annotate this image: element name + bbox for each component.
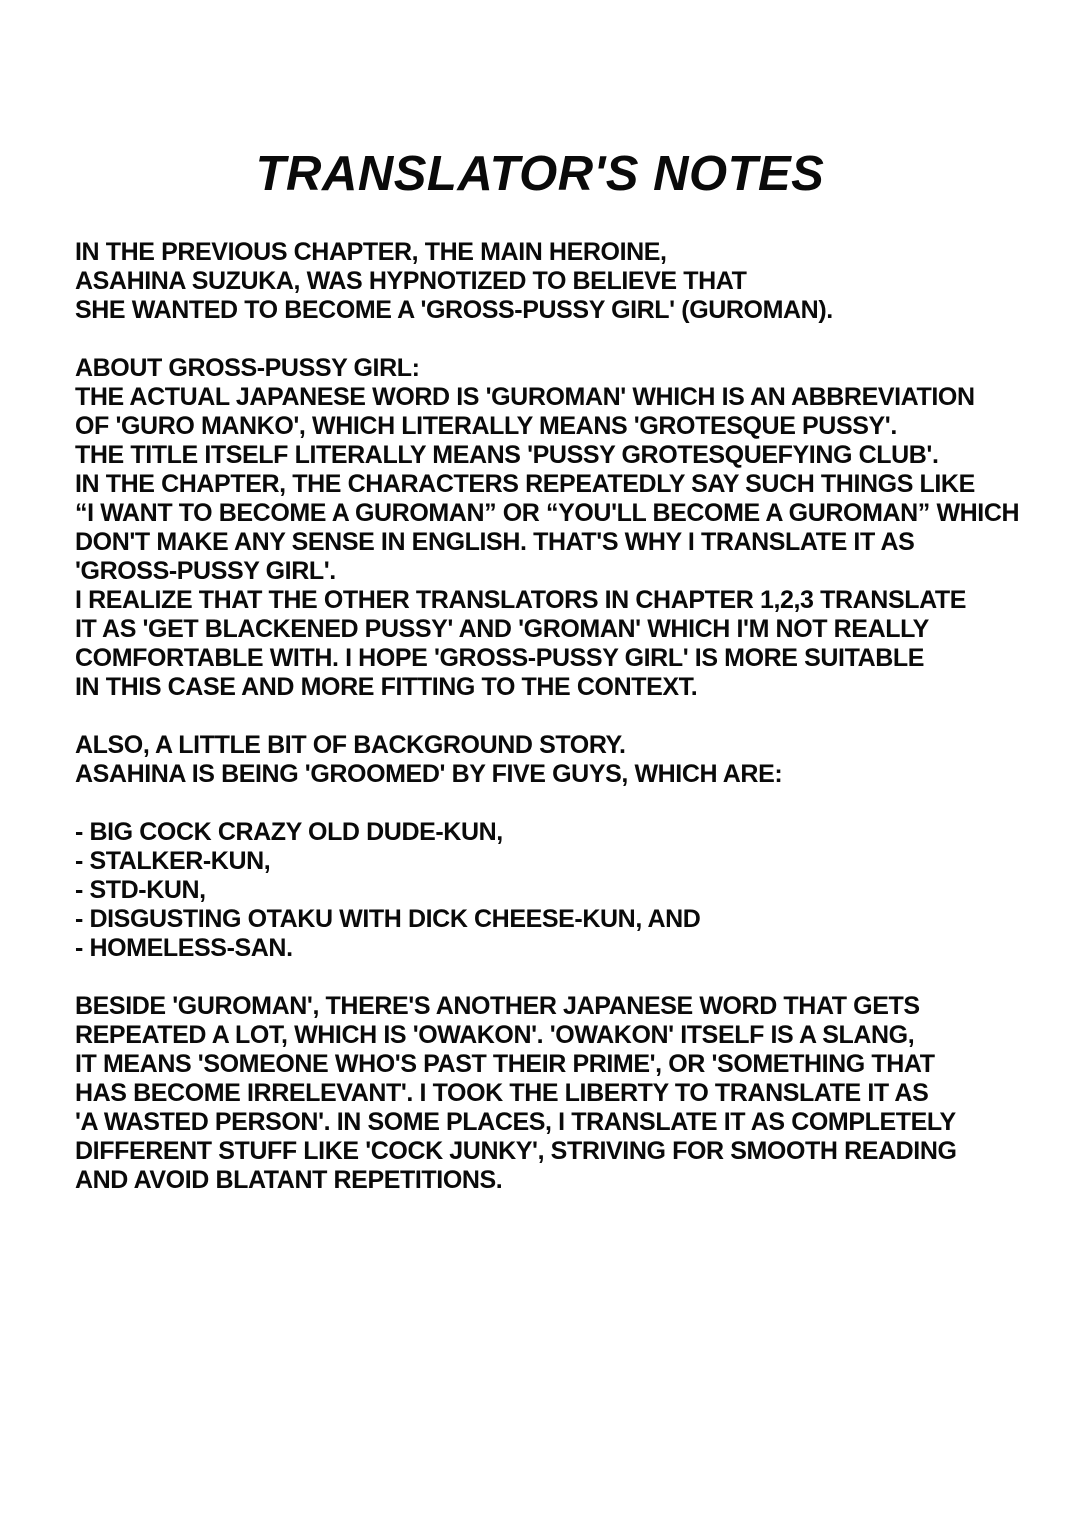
text-line: ALSO, A LITTLE BIT OF BACKGROUND STORY. [75,731,626,759]
text-line: - HOMELESS-SAN. [75,934,293,962]
paragraph-owakon-note [75,992,1040,1195]
text-line: DIFFERENT STUFF LIKE 'COCK JUNKY', STRIVING FOR SMOOTH READING [75,1137,957,1165]
text-line: ABOUT GROSS-PUSSY GIRL: [75,354,420,382]
text-line: - STALKER-KUN, [75,847,271,875]
text-line: IT AS 'GET BLACKENED PUSSY' AND 'GROMAN' WHICH I'M NOT REALLY [75,615,929,643]
text-line: OF 'GURO MANKO', WHICH LITERALLY MEANS 'GROTESQUE PUSSY'. [75,412,897,440]
text-line: “I WANT TO BECOME A GUROMAN” OR “YOU'LL BECOME A GUROMAN” WHICH [75,499,1020,527]
text-line: ASAHINA IS BEING 'GROOMED' BY FIVE GUYS, WHICH ARE: [75,760,783,788]
text-line: THE TITLE ITSELF LITERALLY MEANS 'PUSSY GROTESQUEFYING CLUB'. [75,441,939,469]
page-title: TRANSLATOR'S NOTES [255,147,825,201]
text-line: IN THE PREVIOUS CHAPTER, THE MAIN HEROINE, [75,238,667,266]
paragraph-about-gross-pussy-girl [75,354,1040,702]
text-line: 'A WASTED PERSON'. IN SOME PLACES, I TRANSLATE IT AS COMPLETELY [75,1108,956,1136]
text-line: AND AVOID BLATANT REPETITIONS. [75,1166,503,1194]
text-line: REPEATED A LOT, WHICH IS 'OWAKON'. 'OWAKON' ITSELF IS A SLANG, [75,1021,915,1049]
text-line: DON'T MAKE ANY SENSE IN ENGLISH. THAT'S WHY I TRANSLATE IT AS [75,528,915,556]
text-line: IN THIS CASE AND MORE FITTING TO THE CONTEXT. [75,673,698,701]
notes-body [0,238,1080,1195]
paragraph-groomer-list [75,818,1040,963]
paragraph-intro [75,238,1040,325]
text-line: HAS BECOME IRRELEVANT'. I TOOK THE LIBERTY TO TRANSLATE IT AS [75,1079,929,1107]
paragraph-background-story [75,731,1040,789]
text-line: SHE WANTED TO BECOME A 'GROSS-PUSSY GIRL' (GUROMAN). [75,296,833,324]
text-line: BESIDE 'GUROMAN', THERE'S ANOTHER JAPANESE WORD THAT GETS [75,992,920,1020]
text-line: IN THE CHAPTER, THE CHARACTERS REPEATEDLY SAY SUCH THINGS LIKE [75,470,975,498]
text-line: - BIG COCK CRAZY OLD DUDE-KUN, [75,818,503,846]
text-line: THE ACTUAL JAPANESE WORD IS 'GUROMAN' WHICH IS AN ABBREVIATION [75,383,975,411]
text-line: - STD-KUN, [75,876,206,904]
text-line: ASAHINA SUZUKA, WAS HYPNOTIZED TO BELIEVE THAT [75,267,747,295]
text-line: - DISGUSTING OTAKU WITH DICK CHEESE-KUN, AND [75,905,701,933]
text-line: IT MEANS 'SOMEONE WHO'S PAST THEIR PRIME', OR 'SOMETHING THAT [75,1050,935,1078]
text-line: 'GROSS-PUSSY GIRL'. [75,557,336,585]
text-line: COMFORTABLE WITH. I HOPE 'GROSS-PUSSY GIRL' IS MORE SUITABLE [75,644,925,672]
text-line: I REALIZE THAT THE OTHER TRANSLATORS IN CHAPTER 1,2,3 TRANSLATE [75,586,967,614]
